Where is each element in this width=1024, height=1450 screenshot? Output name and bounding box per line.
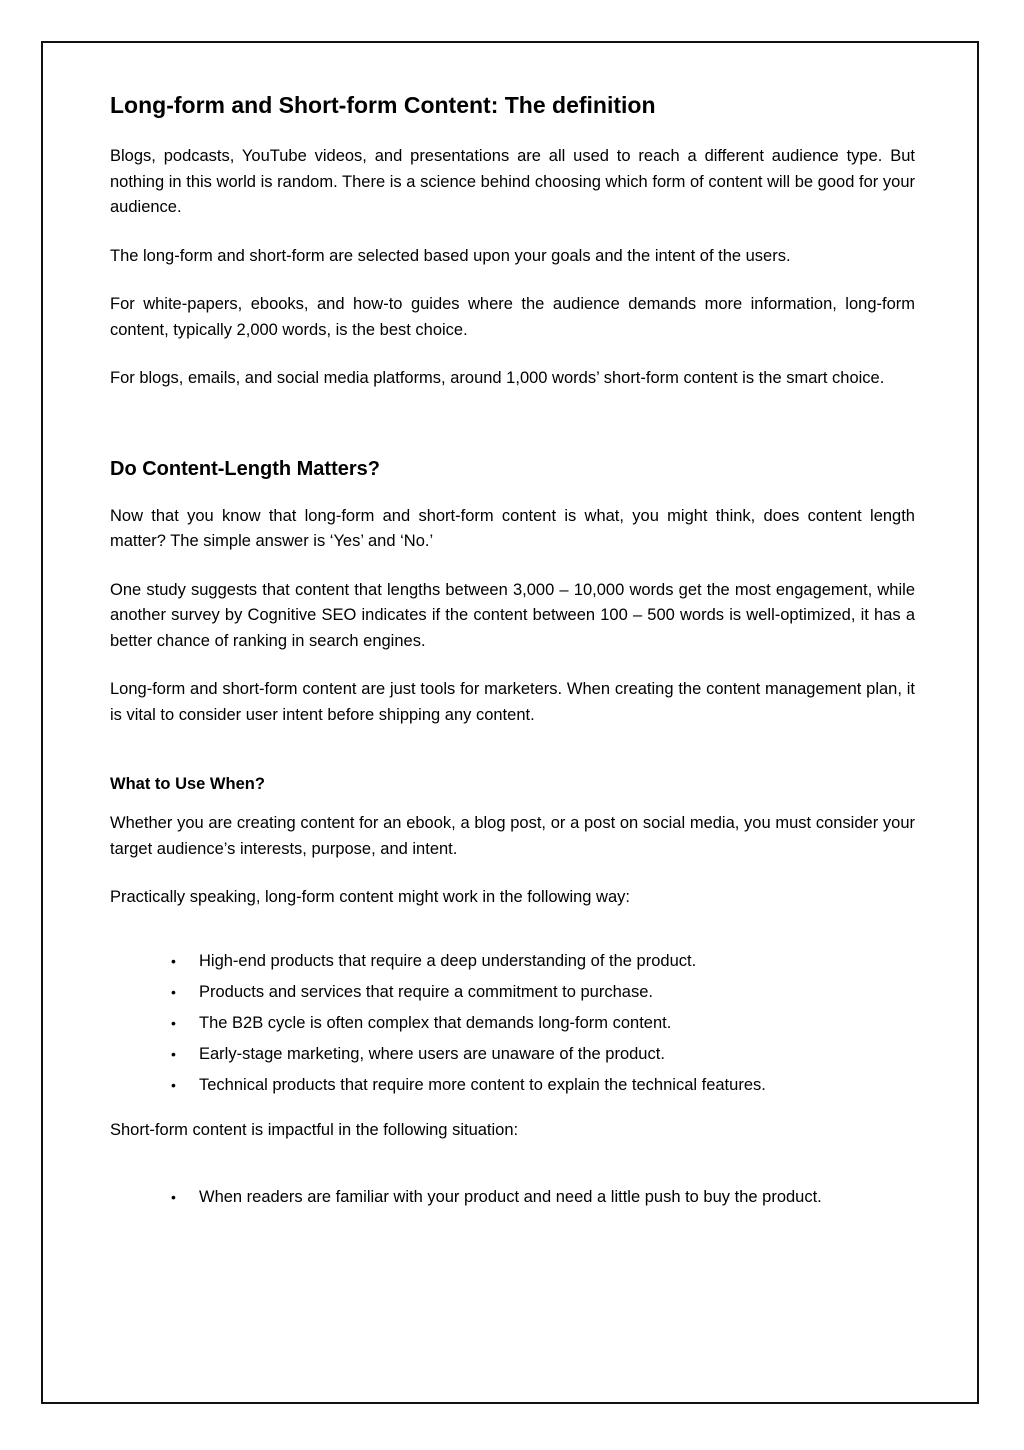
list-item-text: Early-stage marketing, where users are unaware of the product.	[199, 1044, 665, 1063]
paragraph: The long-form and short-form are selected based upon your goals and the intent of the users.	[110, 246, 791, 265]
list-item-text: High-end products that require a deep understanding of the product.	[199, 951, 697, 970]
list-item	[171, 1182, 915, 1213]
list-item	[171, 946, 915, 977]
list-item-text: Products and services that require a commitment to purchase.	[199, 982, 653, 1001]
list-item-text: Technical products that require more content to explain the technical features.	[199, 1075, 766, 1094]
list-item-text: The B2B cycle is often complex that demands long-form content.	[199, 1013, 672, 1032]
paragraph: Short-form content is impactful in the following situation:	[110, 1120, 519, 1139]
paragraph: Now that you know that long-form and short-form content is what, you might think, does content length matter? The simple answer is ‘Yes’ and ‘No.’	[110, 506, 915, 550]
paragraph: For white-papers, ebooks, and how-to guides where the audience demands more information, long-form content, typically 2,000 words, is the best choice.	[110, 295, 915, 339]
paragraph: Long-form and short-form content are just tools for marketers. When creating the content management plan, it is vital to consider user intent before shipping any content.	[110, 680, 915, 724]
bullet-icon: •	[171, 952, 176, 969]
bullet-icon: •	[171, 1014, 176, 1031]
short-form-list	[110, 1182, 915, 1213]
bullet-icon: •	[171, 1045, 176, 1062]
section-heading: Do Content-Length Matters?	[110, 457, 380, 480]
paragraph: Whether you are creating content for an ebook, a blog post, or a post on social media, you must consider your target audience’s interests, purpose, and intent.	[110, 814, 915, 858]
long-form-list	[110, 946, 915, 1101]
bullet-icon: •	[171, 1076, 176, 1093]
bullet-icon: •	[171, 1189, 176, 1205]
spacer	[110, 415, 915, 454]
list-item	[171, 1039, 915, 1070]
spacer	[110, 751, 915, 772]
list-item-text: When readers are familiar with your product and need a little push to buy the product.	[199, 1188, 822, 1206]
subsection-heading: What to Use When?	[110, 775, 265, 793]
list-item	[171, 1070, 915, 1101]
paragraph: Blogs, podcasts, YouTube videos, and presentations are all used to reach a different audience type. But nothing in this world is random. There is a science behind choosing which form of content will be good for your audience.	[110, 147, 915, 216]
paragraph: One study suggests that content that lengths between 3,000 – 10,000 words get the most engagement, while another survey by Cognitive SEO indicates if the content between 100 – 500 words is well-optimized, it has a better chance of ranking in search engines.	[110, 580, 915, 650]
page-title: Long-form and Short-form Content: The definition	[110, 92, 656, 118]
document-body	[110, 88, 915, 1230]
bullet-icon: •	[171, 983, 176, 1000]
list-item	[171, 1008, 915, 1039]
paragraph: Practically speaking, long-form content might work in the following way:	[110, 888, 630, 906]
paragraph: For blogs, emails, and social media platforms, around 1,000 words’ short-form content is the smart choice.	[110, 369, 885, 387]
list-item	[171, 977, 915, 1008]
